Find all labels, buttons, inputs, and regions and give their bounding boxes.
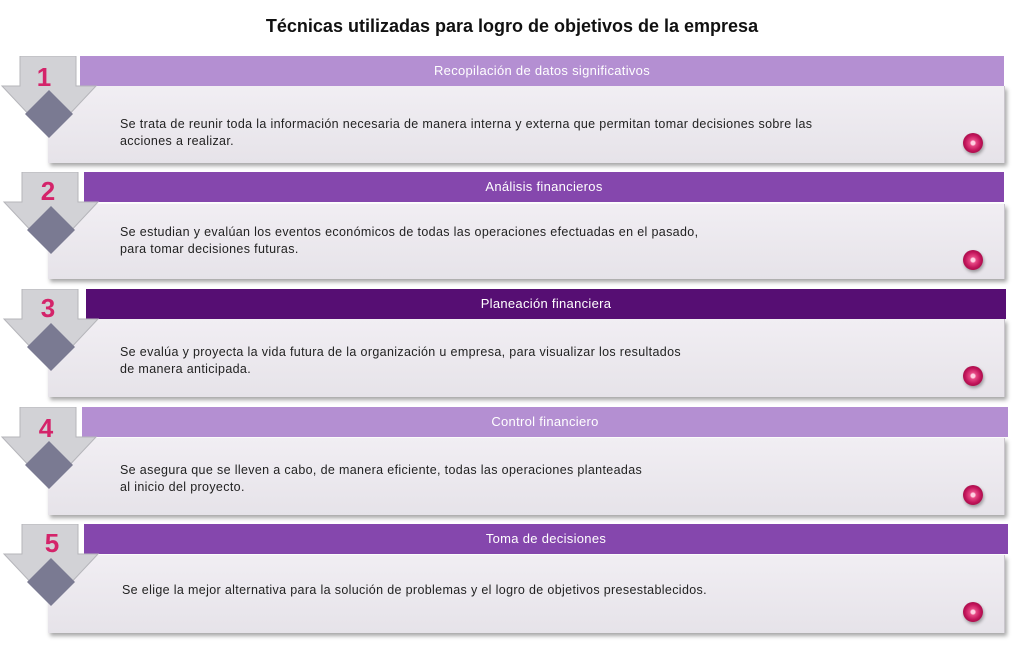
description-line: al inicio del proyecto. — [120, 480, 245, 494]
description-line: Se trata de reunir toda la información necesaria de manera interna y externa que permitan tomar decisiones sobre las — [120, 117, 813, 131]
description-line: acciones a realizar. — [120, 134, 235, 148]
step-1 — [0, 56, 1024, 168]
step-number: 1 — [36, 62, 52, 92]
step-description — [120, 462, 920, 496]
description-line: de manera anticipada. — [120, 362, 252, 376]
step-description — [120, 116, 920, 150]
step-4 — [0, 407, 1024, 519]
step-description — [120, 344, 920, 378]
step-heading-bar: Planeación financiera — [86, 289, 1006, 319]
description-line: Se asegura que se lleven a cabo, de manera eficiente, todas las operaciones planteadas — [120, 463, 643, 477]
bullet-icon — [963, 133, 983, 153]
step-number: 3 — [40, 293, 56, 323]
step-heading-bar: Control financiero — [82, 407, 1008, 437]
bullet-icon — [963, 366, 983, 386]
step-description — [122, 582, 922, 599]
step-heading-bar: Análisis financieros — [84, 172, 1004, 202]
step-number: 2 — [40, 176, 56, 206]
description-line: Se elige la mejor alternativa para la solución de problemas y el logro de objetivos presestablecidos. — [122, 583, 707, 597]
bullet-icon — [963, 602, 983, 622]
description-line: Se estudian y evalúan los eventos económicos de todas las operaciones efectuadas en el pasado, — [120, 225, 699, 239]
step-heading-bar: Toma de decisiones — [84, 524, 1008, 554]
step-3 — [0, 289, 1024, 401]
bullet-icon — [963, 485, 983, 505]
description-line: para tomar decisiones futuras. — [120, 242, 299, 256]
step-number: 5 — [44, 528, 60, 558]
step-description — [120, 224, 920, 258]
step-heading-bar: Recopilación de datos significativos — [80, 56, 1004, 86]
diagram-title: Técnicas utilizadas para logro de objetivos de la empresa — [265, 16, 759, 36]
bullet-icon — [963, 250, 983, 270]
step-2 — [0, 172, 1024, 284]
description-line: Se evalúa y proyecta la vida futura de la organización u empresa, para visualizar los resultados — [120, 345, 681, 359]
step-number: 4 — [38, 413, 54, 443]
step-5 — [0, 524, 1024, 636]
